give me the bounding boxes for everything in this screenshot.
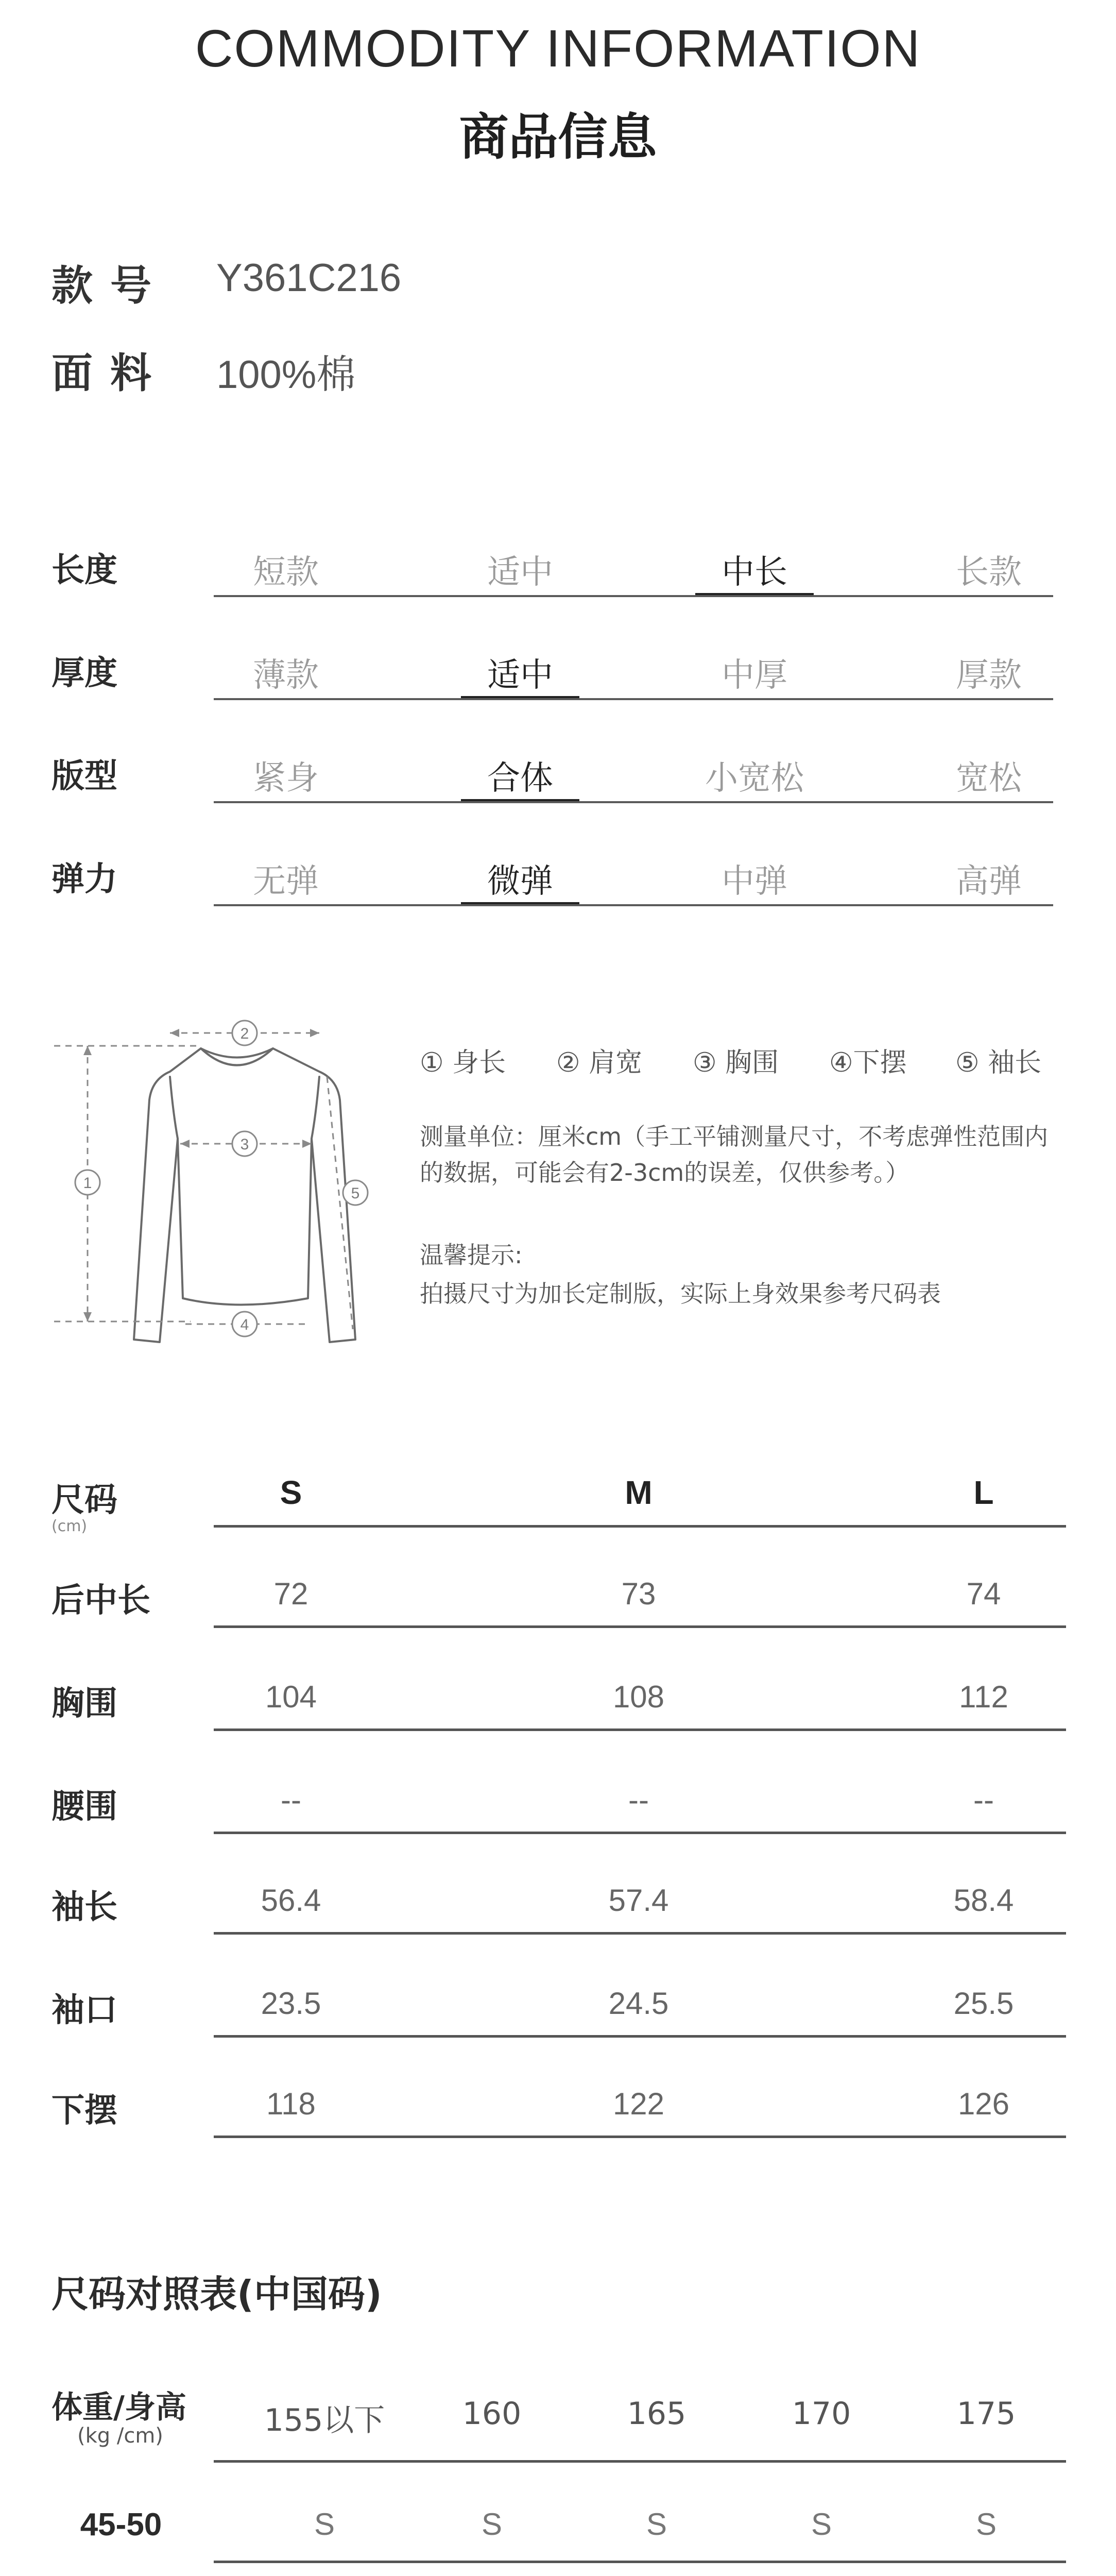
size-cell: 122 <box>612 2087 665 2121</box>
attribute-option: 紧身 <box>253 759 319 798</box>
measure-legend-item: ② 肩宽 <box>556 1047 643 1078</box>
style-number-label: 款号 <box>51 262 169 310</box>
garment-measurement-diagram <box>51 1010 381 1350</box>
attribute-label: 版型 <box>51 757 117 795</box>
size-row-label: 后中长 <box>51 1582 150 1620</box>
attribute-option: 高弹 <box>956 862 1022 901</box>
size-table-divider <box>214 1728 1066 1731</box>
attribute-option-selected: 中长 <box>722 553 787 591</box>
measure-legend-item: ① 身长 <box>420 1047 506 1078</box>
attribute-option-selected: 微弹 <box>487 862 553 901</box>
attribute-option-selected: 合体 <box>487 759 553 798</box>
size-table-divider <box>214 1625 1066 1628</box>
reference-cell: S <box>481 2507 503 2541</box>
reference-corner-label: 体重/身高 <box>51 2389 186 2426</box>
attribute-option: 厚款 <box>956 656 1022 694</box>
reference-cell: S <box>314 2507 335 2541</box>
attribute-underline <box>214 698 1053 700</box>
size-header: S <box>280 1474 302 1511</box>
height-header: 170 <box>792 2396 851 2432</box>
size-cell: 73 <box>621 1577 656 1611</box>
size-table-divider <box>214 2035 1066 2038</box>
size-table-unit: (cm) <box>51 1517 88 1535</box>
reference-cell: S <box>646 2507 667 2541</box>
style-number-value: Y361C216 <box>216 256 402 300</box>
attribute-option: 中厚 <box>722 656 787 694</box>
size-table-divider <box>214 1832 1066 1834</box>
attribute-option: 中弹 <box>722 862 787 901</box>
marker-5: 5 <box>351 1185 360 1202</box>
size-table-divider <box>214 2136 1066 2138</box>
attribute-option: 无弹 <box>253 862 319 901</box>
attribute-option-selected: 适中 <box>487 656 553 694</box>
height-header: 175 <box>956 2396 1016 2432</box>
size-cell: 24.5 <box>608 1986 669 2021</box>
fabric-value: 100%棉 <box>216 353 356 397</box>
size-cell: 126 <box>957 2087 1010 2121</box>
size-cell: 25.5 <box>953 1986 1014 2021</box>
size-cell: 108 <box>612 1680 665 1714</box>
size-row-label: 袖长 <box>51 1888 117 1926</box>
reference-title: 尺码对照表(中国码) <box>51 2273 382 2316</box>
height-header: 165 <box>627 2396 686 2432</box>
attribute-option: 薄款 <box>253 656 319 694</box>
marker-2: 2 <box>240 1025 249 1042</box>
size-cell: 118 <box>266 2087 316 2121</box>
size-cell: 57.4 <box>608 1883 669 1918</box>
marker-4: 4 <box>240 1316 249 1333</box>
size-table-label: 尺码 <box>51 1481 117 1519</box>
tip-text: 拍摄尺寸为加长定制版，实际上身效果参考尺码表 <box>420 1280 941 1308</box>
size-header: M <box>625 1474 653 1511</box>
size-cell: 23.5 <box>261 1986 321 2021</box>
size-row-label: 胸围 <box>51 1685 117 1723</box>
size-cell: 112 <box>959 1680 1008 1714</box>
attribute-label: 厚度 <box>51 654 117 692</box>
measure-note-line2: 的数据，可能会有2-3cm的误差，仅供参考。） <box>420 1159 909 1187</box>
attribute-option: 适中 <box>487 553 553 591</box>
size-table-divider <box>214 1525 1066 1528</box>
attribute-option: 小宽松 <box>705 759 804 798</box>
tip-title: 温馨提示: <box>420 1241 523 1269</box>
weight-row-label: 45-50 <box>80 2507 162 2543</box>
measure-legend-item: ⑤ 袖长 <box>955 1047 1042 1078</box>
height-header: 160 <box>462 2396 522 2432</box>
reference-divider <box>214 2460 1066 2463</box>
reference-divider <box>214 2561 1066 2563</box>
reference-corner-unit: (kg /cm) <box>77 2424 163 2448</box>
reference-cell: S <box>811 2507 832 2541</box>
measure-legend-item: ④下摆 <box>829 1047 907 1078</box>
size-cell: -- <box>281 1783 301 1817</box>
size-cell: 56.4 <box>261 1883 321 1918</box>
attribute-underline <box>214 595 1053 597</box>
size-table-divider <box>214 1932 1066 1935</box>
attribute-option: 短款 <box>253 553 319 591</box>
size-row-label: 袖口 <box>51 1991 117 2029</box>
marker-1: 1 <box>83 1175 92 1192</box>
attribute-underline <box>214 801 1053 803</box>
size-row-label: 下摆 <box>51 2092 117 2130</box>
height-header: 155以下 <box>264 2402 385 2438</box>
marker-3: 3 <box>240 1136 249 1153</box>
attribute-option: 长款 <box>956 553 1022 591</box>
size-cell: 104 <box>265 1680 317 1714</box>
size-row-label: 腰围 <box>51 1788 117 1826</box>
fabric-label: 面料 <box>51 349 169 397</box>
size-cell: 58.4 <box>953 1883 1014 1918</box>
chinese-title: 商品信息 <box>459 108 657 166</box>
attribute-label: 长度 <box>51 551 117 589</box>
attribute-underline <box>214 904 1053 906</box>
reference-cell: S <box>975 2507 997 2541</box>
english-title: COMMODITY INFORMATION <box>195 19 921 78</box>
shirt-outline <box>134 1048 355 1342</box>
measure-legend-item: ③ 胸围 <box>693 1047 779 1078</box>
attribute-option: 宽松 <box>956 759 1022 798</box>
size-cell: 72 <box>273 1577 308 1611</box>
size-cell: -- <box>973 1783 994 1817</box>
size-cell: 74 <box>966 1577 1001 1611</box>
size-cell: -- <box>628 1783 649 1817</box>
size-header: L <box>973 1474 994 1511</box>
measure-note-line1: 测量单位：厘米cm（手工平铺测量尺寸，不考虑弹性范围内 <box>420 1123 1049 1150</box>
attribute-label: 弹力 <box>51 860 117 899</box>
